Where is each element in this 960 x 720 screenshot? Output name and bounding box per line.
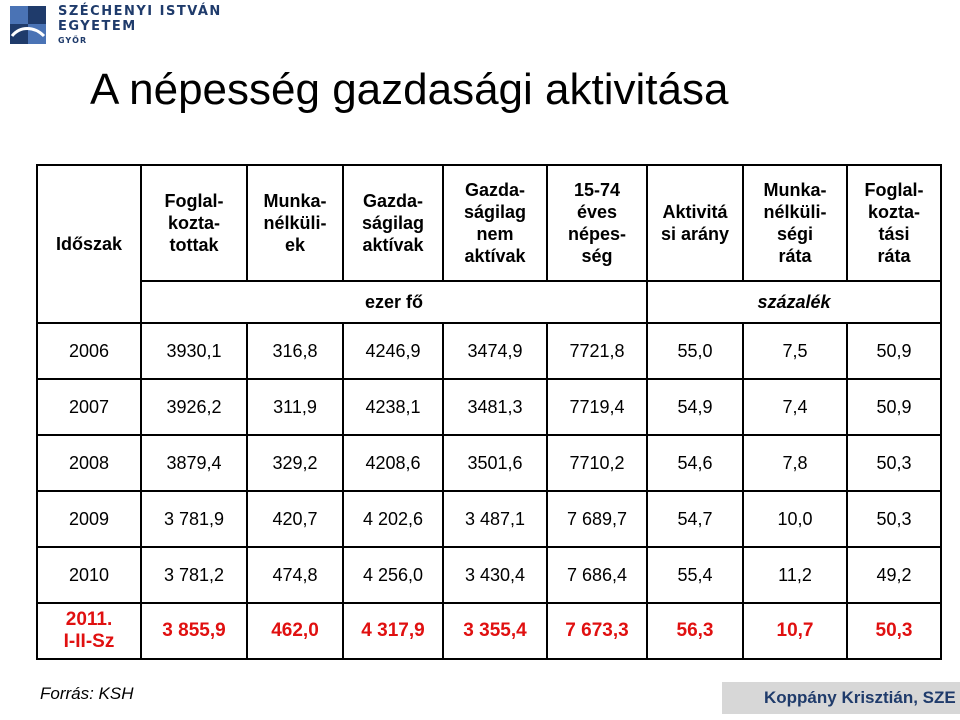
row-year: 2007 <box>37 379 141 435</box>
source-note: Forrás: KSH <box>40 684 134 703</box>
table-cell: 7,8 <box>743 435 847 491</box>
header-line: si arány <box>660 224 730 244</box>
header-line: ségi <box>776 224 814 244</box>
header-line: nem <box>476 224 514 244</box>
table-cell: 3879,4 <box>141 435 247 491</box>
header-line: kozta- <box>167 213 220 233</box>
table-cell: 49,2 <box>847 547 941 603</box>
row-year: 2008 <box>37 435 141 491</box>
table-cell: 4208,6 <box>343 435 443 491</box>
table-row <box>37 435 941 491</box>
author-name: Koppány Krisztián, SZE <box>764 688 956 707</box>
table-cell: 7710,2 <box>547 435 647 491</box>
table-cell: 4 256,0 <box>343 547 443 603</box>
header-line: ságilag <box>361 213 425 233</box>
logo-line2: EGYETEM <box>58 19 137 34</box>
table-cell: 54,9 <box>647 379 743 435</box>
table-cell: 50,3 <box>847 603 941 659</box>
row-year-line: I-II-Sz <box>63 631 115 652</box>
header-col-employed <box>141 165 247 281</box>
table-cell: 474,8 <box>247 547 343 603</box>
header-line: Gazda- <box>464 180 525 200</box>
row-year: 2009 <box>37 491 141 547</box>
header-line: népes- <box>567 224 627 244</box>
table-cell: 4 317,9 <box>343 603 443 659</box>
header-line: ráta <box>778 246 812 266</box>
table-cell: 3481,3 <box>443 379 547 435</box>
header-line: 15-74 <box>573 180 621 200</box>
table-cell: 3926,2 <box>141 379 247 435</box>
university-emblem-icon <box>6 2 50 48</box>
table-cell: 54,6 <box>647 435 743 491</box>
table-cell: 3 781,2 <box>141 547 247 603</box>
row-year-line: 2011. <box>65 609 113 630</box>
table-cell: 3 487,1 <box>443 491 547 547</box>
header-col-inactive <box>443 165 547 281</box>
table-cell: 50,9 <box>847 323 941 379</box>
unit-percent: százalék <box>647 281 941 323</box>
row-year: 2010 <box>37 547 141 603</box>
row-year: 2006 <box>37 323 141 379</box>
header-line: aktívak <box>464 246 526 266</box>
table-cell: 7 689,7 <box>547 491 647 547</box>
table-cell: 3 430,4 <box>443 547 547 603</box>
table-cell: 7,5 <box>743 323 847 379</box>
page-title: A népesség gazdasági aktivitása <box>90 65 729 114</box>
table-cell: 4246,9 <box>343 323 443 379</box>
unit-thousand-persons: ezer fő <box>141 281 647 323</box>
header-col-activity-rate <box>647 165 743 281</box>
header-line: aktívak <box>362 235 424 255</box>
header-line: ek <box>284 235 306 255</box>
header-line: Munka- <box>263 191 327 211</box>
table-cell: 7,4 <box>743 379 847 435</box>
activity-table <box>36 164 942 660</box>
table-cell: 3930,1 <box>141 323 247 379</box>
logo-line1: SZÉCHENYI ISTVÁN <box>58 4 222 19</box>
table-cell: 7721,8 <box>547 323 647 379</box>
table-row <box>37 547 941 603</box>
header-col-active <box>343 165 443 281</box>
header-line: kozta- <box>867 202 920 222</box>
table-cell: 7 673,3 <box>547 603 647 659</box>
header-line: nélküli- <box>263 213 327 233</box>
table-row <box>37 379 941 435</box>
table-cell: 10,7 <box>743 603 847 659</box>
table-cell: 50,9 <box>847 379 941 435</box>
header-period: Időszak <box>37 165 141 323</box>
header-line: Aktivitá <box>662 202 728 222</box>
header-line: Munka- <box>763 180 827 200</box>
table-cell: 316,8 <box>247 323 343 379</box>
table-cell: 420,7 <box>247 491 343 547</box>
table-cell: 7719,4 <box>547 379 647 435</box>
header-line: Gazda- <box>362 191 423 211</box>
table-cell: 55,0 <box>647 323 743 379</box>
header-line: ség <box>581 246 613 266</box>
table-cell: 4 202,6 <box>343 491 443 547</box>
table-cell: 3474,9 <box>443 323 547 379</box>
table-cell: 50,3 <box>847 435 941 491</box>
table-cell: 55,4 <box>647 547 743 603</box>
table-cell: 329,2 <box>247 435 343 491</box>
table-body <box>37 323 941 659</box>
header-line: éves <box>576 202 618 222</box>
header-line: nélküli- <box>763 202 827 222</box>
logo-line3: GYŐR <box>58 36 88 45</box>
table-cell: 3 855,9 <box>141 603 247 659</box>
header-line: tási <box>878 224 910 244</box>
table-cell: 54,7 <box>647 491 743 547</box>
header-line: Foglal- <box>164 191 224 211</box>
table-row <box>37 323 941 379</box>
header-col-employment-rate <box>847 165 941 281</box>
header-col-unemployed <box>247 165 343 281</box>
row-year <box>37 603 141 659</box>
table-row <box>37 603 941 659</box>
header-col-unemployment-rate <box>743 165 847 281</box>
header-line: ságilag <box>463 202 527 222</box>
table-cell: 3501,6 <box>443 435 547 491</box>
header-line: Foglal- <box>864 180 924 200</box>
table-cell: 4238,1 <box>343 379 443 435</box>
table-cell: 10,0 <box>743 491 847 547</box>
table-cell: 7 686,4 <box>547 547 647 603</box>
table-cell: 11,2 <box>743 547 847 603</box>
university-logo <box>6 0 236 56</box>
table-cell: 50,3 <box>847 491 941 547</box>
table-row <box>37 491 941 547</box>
table-cell: 56,3 <box>647 603 743 659</box>
header-line: tottak <box>169 235 219 255</box>
table-cell: 3 781,9 <box>141 491 247 547</box>
table-cell: 462,0 <box>247 603 343 659</box>
header-line: ráta <box>877 246 911 266</box>
table-cell: 3 355,4 <box>443 603 547 659</box>
table-cell: 311,9 <box>247 379 343 435</box>
header-col-population <box>547 165 647 281</box>
